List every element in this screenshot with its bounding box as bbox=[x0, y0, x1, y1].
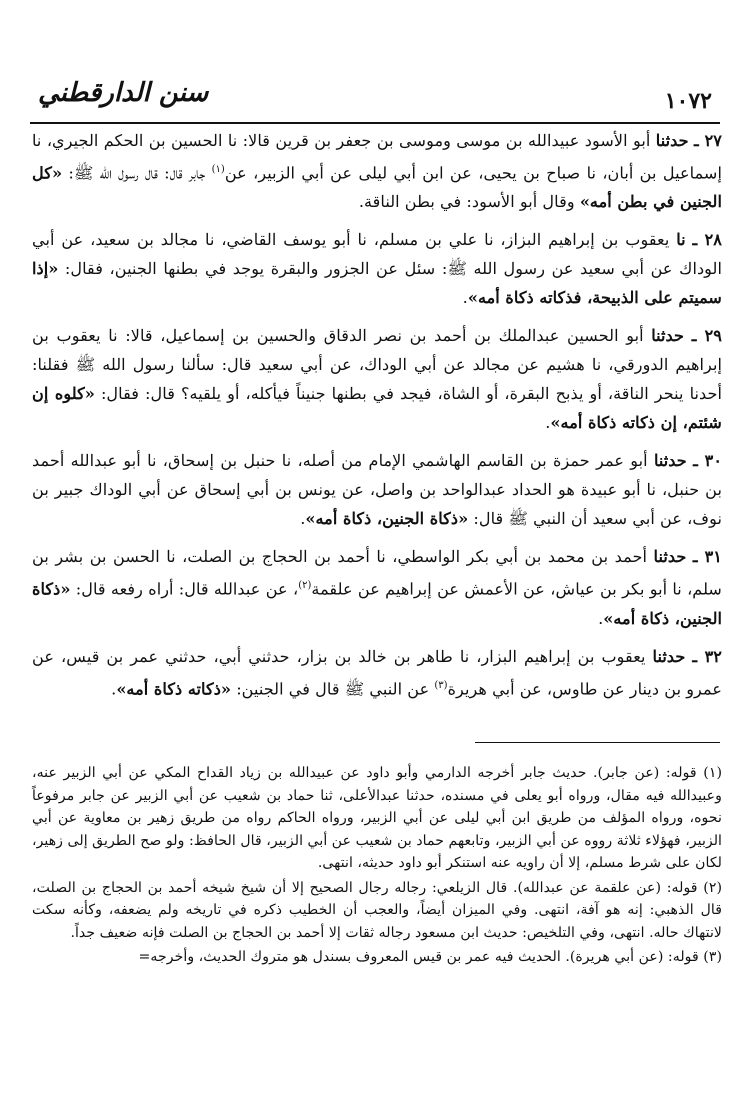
footnote-3 bbox=[32, 946, 722, 969]
hadith-quote: «إذا سميتم على الذبيحة، فذكاته ذكاة أمه» bbox=[32, 259, 722, 308]
hadith-body: . bbox=[111, 679, 117, 699]
hadith-32 bbox=[32, 642, 722, 703]
hadith-body: . bbox=[462, 288, 468, 308]
hadith-body: يعقوب بن إبراهيم البزار، نا طاهر بن خالد بن بزار، حدثني أبي، حدثني عمر بن قيس، عن عمرو بن دينار عن طاوس، عن أبي هريرة bbox=[32, 646, 722, 699]
hadith-quote: «كل الجنين في بطن أمه» bbox=[32, 163, 722, 212]
footnote-text: قوله: (عن علقمة عن عبدالله). قال الزيلعي: رجاله رجال الصحيح إلا أن شيخ شيخه أحمد بن الحجاج بن الصلت، قال الذهبي: إنه هو آفة، انتهى. وفي الميزان أيضاً، والعجب أن الخطيب ذكره في تاريخه ولم يضعفه، وكأنه سكت لانتهاك حاله. انتهى، وفي التلخيص: حديث ابن مسعود رجاله ثقات إلا أحمد بن الحجاج بن الصلت فإنه ضعيف جداً. bbox=[32, 879, 722, 941]
hadith-lead: حدثنا bbox=[652, 646, 686, 666]
footnote-text: قوله: (عن أبي هريرة). الحديث فيه عمر بن قيس المعروف بسندل هو متروك الحديث، وأخرجه= bbox=[138, 949, 699, 965]
book-title: سنن الدارقطني bbox=[38, 78, 209, 108]
hadith-28 bbox=[32, 225, 722, 312]
hadith-27 bbox=[32, 126, 722, 216]
hadith-body: أبو الحسين عبدالملك بن أحمد بن نصر الدقاق والحسين بن إسماعيل، قالا: نا يعقوب بن إبراهيم الدورقي، نا هشيم عن مجالد عن أبي الوداك، عن أبي سعيد قال: سألنا رسول الله ﷺ فقلنا: أحدنا ينحر الناقة، أو يذبح البقرة، أو الشاة، فيجد في بطنها جنيناً فيأكله، أو يلقيه؟ قال: فقال: bbox=[32, 326, 723, 404]
footnote-number: (٢) bbox=[703, 879, 722, 896]
hadith-29 bbox=[32, 321, 722, 437]
hadith-body: ، عن عبدالله قال: أراه رفعه قال: bbox=[75, 579, 299, 599]
hadith-number: ٣١ ـ bbox=[692, 547, 722, 567]
page-header bbox=[30, 78, 720, 120]
hadith-lead: نا bbox=[676, 230, 686, 250]
footnote-ref: (٣) bbox=[434, 679, 448, 691]
footnote-number: (١) bbox=[703, 765, 723, 781]
hadith-number: ٣٠ ـ bbox=[693, 451, 723, 471]
hadith-30 bbox=[32, 446, 722, 533]
hadith-body: . bbox=[598, 608, 604, 628]
hadith-number: ٢٧ ـ bbox=[693, 131, 722, 150]
footnote-text: قوله: (عن جابر). حديث جابر أخرجه الدارمي وأبو داود عن عبيدالله بن زياد القداح المكي عن أبي الزبير عنه، وعبيدالله فيه مقال، ورواه أبو يعلى في مسنده، حدثنا عبدالأعلى، ثنا حماد بن شعيب عن أبي الزبير عن جابر مرفوعاً نحوه، ورواه المؤلف من طريق ابن أبي ليلى عن أبي الزبير، ورواه الحاكم رواه من طريق زهير بن معاوية عن أبي الزبير، فهؤلاء ثلاثة رووه عن أبي الزبير، وتابعهم حماد بن شعيب عن أبي الزبير، قال الحافظ: ولو صح الطريق إلى زهير، لكان على شرط مسلم، إلا أن راويه عنه استنكر أبو داود حديثه، انتهى. bbox=[32, 765, 722, 871]
hadith-body: أبو الأسود عبيدالله بن موسى وموسى بن جعفر بن قرين قالا: نا الحسين بن الحكم الجيري، نا إسماعيل بن أبان، نا صباح بن يحيى، عن ابن أبي ليلى عن أبي الزبير، عن bbox=[32, 131, 722, 183]
footnote-ref: (٢) bbox=[298, 580, 312, 592]
hadith-body: عن النبي ﷺ قال في الجنين: bbox=[236, 679, 430, 699]
hadith-lead: حدثنا bbox=[653, 451, 687, 471]
hadith-quote: «ذكاته ذكاة أمه» bbox=[116, 679, 232, 699]
hadith-body: أبو عمر حمزة بن القاسم الهاشمي الإمام من أصله، نا حنبل بن إسحاق، نا أبو عبدالله أحمد بن حنبل، نا أبو عبيدة هو الحداد عبدالواحد بن واصل، عن يونس بن أبي إسحاق عن أبي الوداك جبير بن نوف، عن أبي سعيد أن النبي ﷺ قال: bbox=[32, 451, 722, 529]
hadith-number: ٢٩ ـ bbox=[691, 326, 722, 346]
page-number: ١٠٧٢ bbox=[664, 88, 712, 114]
hadith-body: جابر قال: قال رسول الله ﷺ: bbox=[68, 163, 206, 183]
footnote-number: (٣) bbox=[703, 949, 722, 965]
hadith-body: أحمد بن محمد بن أبي بكر الواسطي، نا أحمد بن الحجاج بن الصلت، نا الحسن بن بشر بن سلم، نا أبو بكر بن عياش، عن الأعمش عن إبراهيم عن علقمة bbox=[32, 547, 722, 599]
header-rule bbox=[30, 122, 720, 124]
footnote-2 bbox=[32, 877, 722, 945]
hadith-body: وقال أبو الأسود: في بطن الناقة. bbox=[358, 192, 575, 212]
hadith-lead: حدثنا bbox=[651, 326, 685, 346]
hadith-number: ٣٢ ـ bbox=[692, 646, 722, 666]
footnotes bbox=[32, 762, 722, 971]
hadith-body: يعقوب بن إبراهيم البزاز، نا علي بن مسلم، نا أبو يوسف القاضي، نا مجالد بن سعيد، عن أبي الوداك عن أبي سعيد عن رسول الله ﷺ: سئل عن الجزور والبقرة يوجد في بطنها الجنين، فقال: bbox=[32, 230, 722, 279]
hadith-body: . bbox=[545, 413, 551, 433]
footnote-1 bbox=[32, 762, 722, 875]
hadith-number: ٢٨ ـ bbox=[692, 230, 722, 250]
hadith-31 bbox=[32, 542, 722, 632]
footnote-rule bbox=[475, 742, 720, 743]
hadith-text bbox=[32, 126, 722, 712]
hadith-lead: حدثنا bbox=[653, 547, 687, 567]
hadith-body: . bbox=[300, 509, 306, 529]
hadith-quote: «كلوه إن شئتم، إن ذكاته ذكاة أمه» bbox=[32, 384, 722, 433]
hadith-lead: حدثنا bbox=[655, 131, 689, 150]
footnote-ref: (١) bbox=[211, 164, 225, 175]
hadith-quote: «ذكاة الجنين، ذكاة أمه» bbox=[305, 509, 469, 529]
hadith-quote: «ذكاة الجنين، ذكاة أمه» bbox=[32, 579, 722, 628]
